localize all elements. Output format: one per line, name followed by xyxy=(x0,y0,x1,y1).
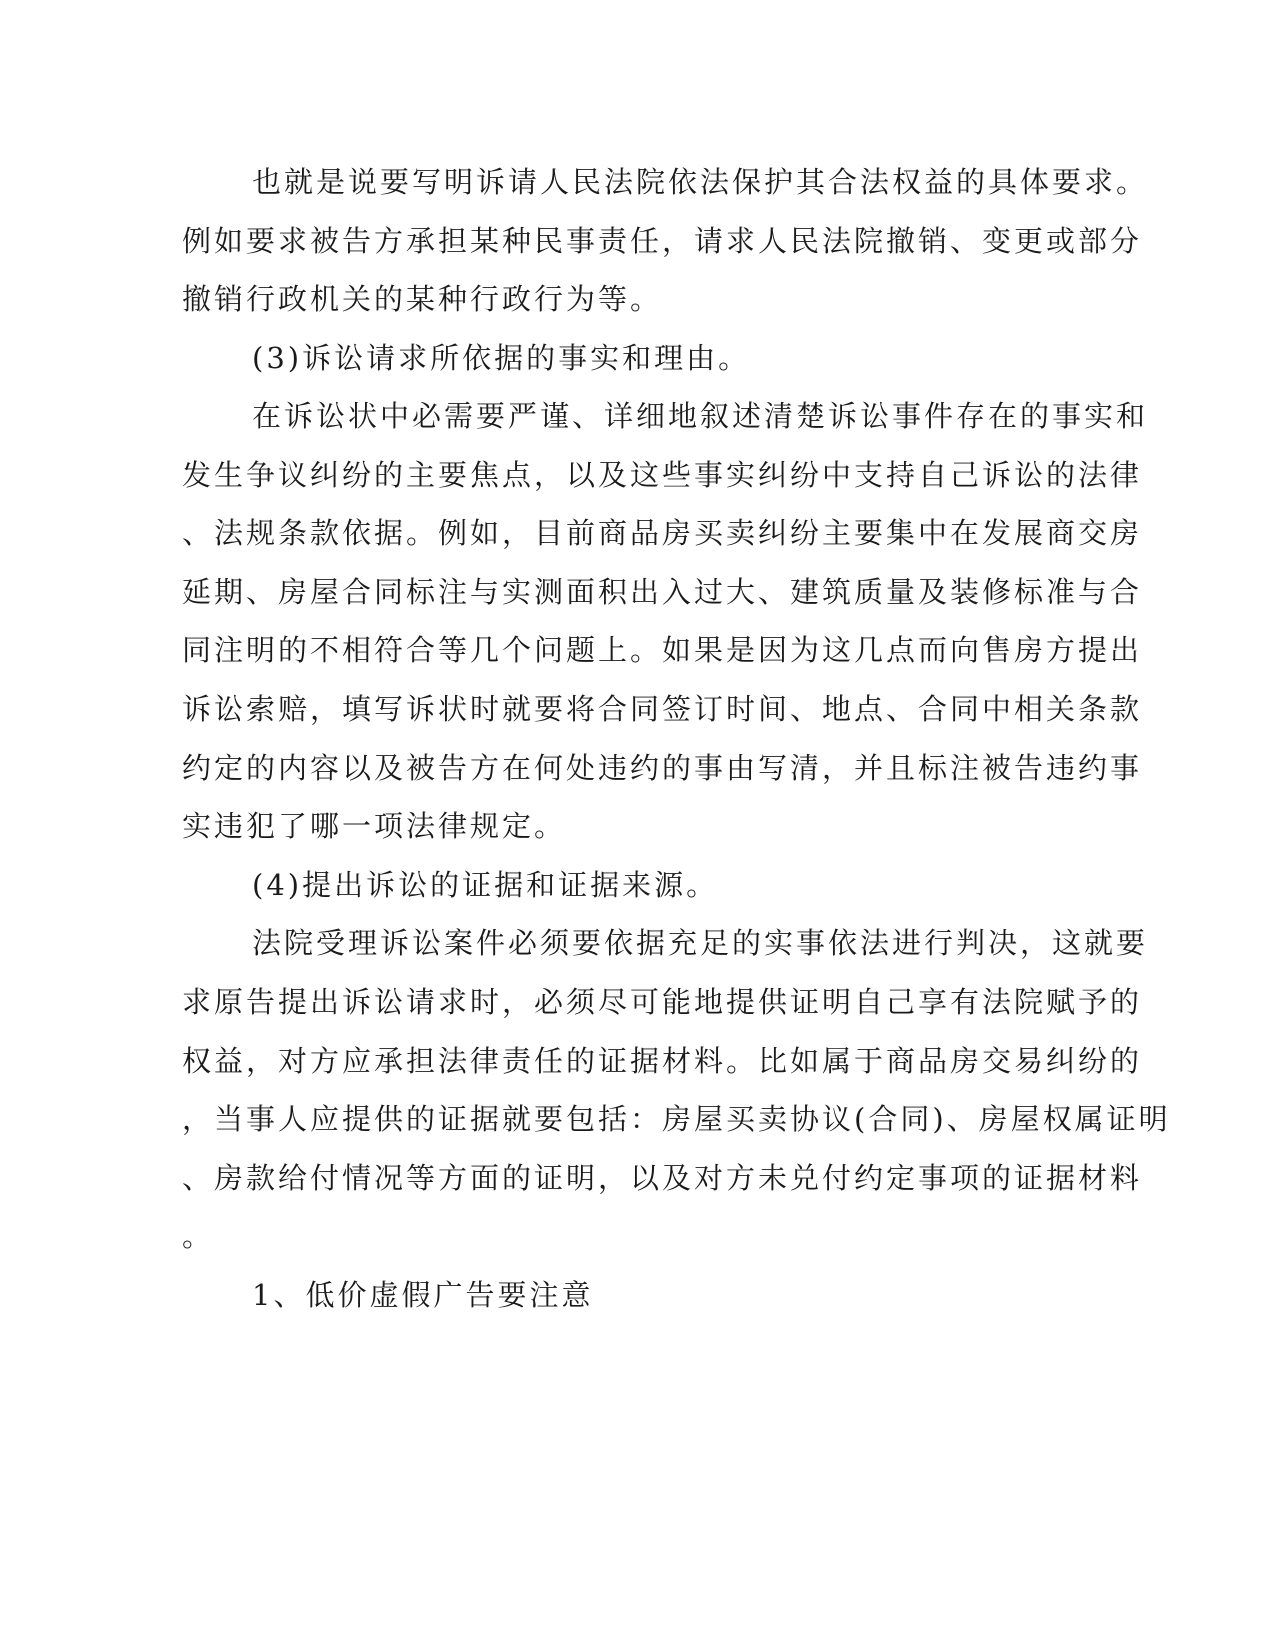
paragraph-line: ，当事人应提供的证据就要包括：房屋买卖协议(合同)、房屋权属证明 xyxy=(182,1102,1171,1136)
paragraph-line: 撤销行政机关的某种行政行为等。 xyxy=(182,282,663,316)
paragraph-line: 也就是说要写明诉请人民法院依法保护其合法权益的具体要求。 xyxy=(252,165,1149,199)
paragraph-line: 。 xyxy=(182,1219,215,1253)
section-heading: (4)提出诉讼的证据和证据来源。 xyxy=(252,868,719,902)
section-heading: 1、低价虚假广告要注意 xyxy=(252,1278,594,1312)
paragraph-line: 、法规条款依据。例如，目前商品房买卖纠纷主要集中在发展商交房 xyxy=(182,516,1143,550)
paragraph-line: 在诉讼状中必需要严谨、详细地叙述清楚诉讼事件存在的事实和 xyxy=(252,399,1149,433)
paragraph-line: 例如要求被告方承担某种民事责任，请求人民法院撤销、变更或部分 xyxy=(182,224,1143,258)
paragraph-line: 法院受理诉讼案件必须要依据充足的实事依法进行判决，这就要 xyxy=(252,926,1149,960)
paragraph-line: 发生争议纠纷的主要焦点，以及这些事实纠纷中支持自己诉讼的法律 xyxy=(182,458,1143,492)
paragraph-line: 延期、房屋合同标注与实测面积出入过大、建筑质量及装修标准与合 xyxy=(182,575,1143,609)
paragraph-line: 、房款给付情况等方面的证明，以及对方未兑付约定事项的证据材料 xyxy=(182,1161,1143,1195)
paragraph-line: 权益，对方应承担法律责任的证据材料。比如属于商品房交易纠纷的 xyxy=(182,1044,1143,1078)
paragraph-line: 诉讼索赔，填写诉状时就要将合同签订时间、地点、合同中相关条款 xyxy=(182,692,1143,726)
paragraph-line: 求原告提出诉讼请求时，必须尽可能地提供证明自己享有法院赋予的 xyxy=(182,985,1143,1019)
paragraph-line: 实违犯了哪一项法律规定。 xyxy=(182,809,567,843)
paragraph-line: 约定的内容以及被告方在何处违约的事由写清，并且标注被告违约事 xyxy=(182,751,1143,785)
section-heading: (3)诉讼请求所依据的事实和理由。 xyxy=(252,341,751,375)
paragraph-line: 同注明的不相符合等几个问题上。如果是因为这几点而向售房方提出 xyxy=(182,633,1143,667)
